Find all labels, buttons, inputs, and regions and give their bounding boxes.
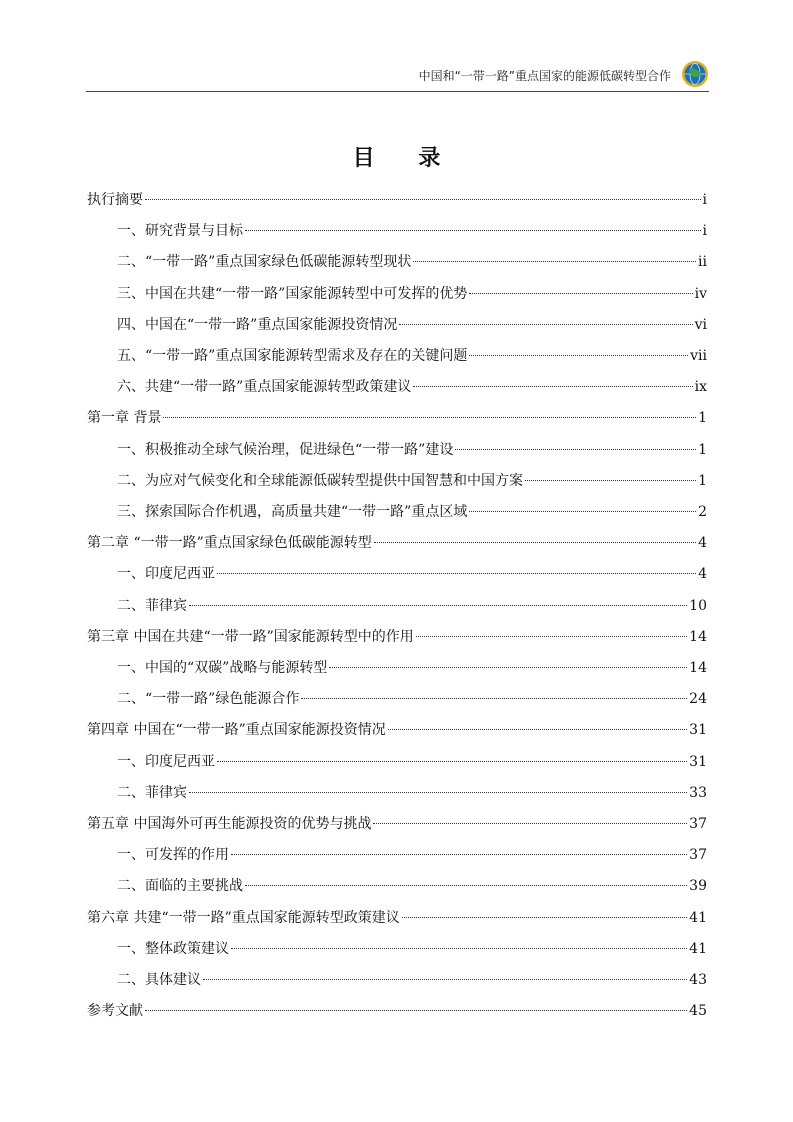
toc-entry[interactable] bbox=[87, 1000, 707, 1022]
toc-entry-title: 二、“一带一路”绿色能源合作 bbox=[117, 691, 300, 708]
toc-entry-title: 三、探索国际合作机遇，高质量共建“一带一路”重点区域 bbox=[117, 504, 468, 520]
toc-dot-leader bbox=[373, 823, 687, 824]
toc-dot-leader bbox=[189, 605, 687, 606]
toc-entry-title: 一、中国的“双碳”战略与能源转型 bbox=[117, 660, 328, 676]
toc-dot-leader bbox=[469, 293, 692, 294]
toc-entry[interactable] bbox=[117, 782, 707, 804]
toc-entry-page: 4 bbox=[698, 535, 707, 552]
toc-dot-leader bbox=[203, 979, 687, 980]
toc-dot-leader bbox=[231, 854, 687, 855]
toc-entry-page: 4 bbox=[698, 566, 707, 583]
toc-entry-page: 43 bbox=[689, 972, 707, 988]
toc-dot-leader bbox=[399, 324, 692, 325]
toc-entry[interactable] bbox=[87, 626, 707, 648]
toc-entry[interactable] bbox=[87, 532, 707, 554]
toc-entry-title: 一、整体政策建议 bbox=[117, 940, 229, 957]
toc-dot-leader bbox=[469, 355, 688, 356]
toc-entry[interactable] bbox=[117, 657, 707, 679]
toc-dot-leader bbox=[413, 386, 692, 387]
toc-entry[interactable] bbox=[87, 907, 707, 929]
toc-title: 目 录 bbox=[352, 146, 459, 171]
toc-entry-title: 二、为应对气候变化和全球能源低碳转型提供中国智慧和中国方案 bbox=[117, 472, 523, 489]
toc-entry[interactable] bbox=[117, 563, 707, 585]
toc-entry-page: 31 bbox=[689, 753, 707, 770]
toc-entry-page: 39 bbox=[689, 878, 707, 895]
header-title: 中国和“一带一路”重点国家的能源低碳转型合作 bbox=[418, 69, 671, 83]
toc-dot-leader bbox=[455, 449, 696, 450]
toc-entry[interactable] bbox=[117, 875, 707, 897]
toc-dot-leader bbox=[469, 511, 696, 512]
toc-dot-leader bbox=[402, 917, 687, 918]
toc-entry-page: 37 bbox=[689, 847, 707, 864]
toc-entry-title: 一、研究背景与目标 bbox=[117, 223, 243, 240]
toc-entry-page: 41 bbox=[689, 940, 707, 957]
toc-entry[interactable] bbox=[117, 595, 707, 617]
toc-dot-leader bbox=[217, 573, 696, 574]
toc-dot-leader bbox=[413, 261, 696, 262]
toc-entry-page: 14 bbox=[689, 628, 707, 645]
toc-entry-title: 一、积极推动全球气候治理，促进绿色“一带一路”建设 bbox=[117, 441, 454, 458]
toc-dot-leader bbox=[217, 761, 687, 762]
toc-entry[interactable] bbox=[87, 813, 707, 835]
toc-entry-page: 1 bbox=[698, 410, 707, 427]
toc-entry-title: 一、可发挥的作用 bbox=[117, 847, 229, 864]
toc-entry-title: 第二章 “一带一路”重点国家绿色低碳能源转型 bbox=[87, 535, 372, 552]
toc-entry[interactable] bbox=[117, 314, 707, 336]
toc-entry-title: 六、共建“一带一路”重点国家能源转型政策建议 bbox=[117, 379, 412, 396]
toc-entry-title: 四、中国在“一带一路”重点国家能源投资情况 bbox=[117, 316, 398, 333]
toc-entry-page: i bbox=[702, 192, 707, 208]
toc-entry-title: 第一章 背景 bbox=[87, 410, 162, 427]
toc-entry-title: 第五章 中国海外可再生能源投资的优势与挑战 bbox=[87, 816, 372, 832]
toc-entry[interactable] bbox=[117, 220, 707, 242]
toc-entry-title: 五、“一带一路”重点国家能源转型需求及存在的关键问题 bbox=[117, 348, 468, 364]
toc-entry-title: 参考文献 bbox=[87, 1003, 143, 1020]
toc-entry-title: 第六章 共建“一带一路”重点国家能源转型政策建议 bbox=[87, 909, 400, 926]
toc-entry[interactable] bbox=[87, 189, 707, 211]
toc-entry-title: 一、印度尼西亚 bbox=[117, 566, 215, 583]
toc-entry[interactable] bbox=[117, 470, 707, 492]
toc-entry-title: 二、面临的主要挑战 bbox=[117, 878, 243, 895]
toc-dot-leader bbox=[301, 698, 687, 699]
toc-entry[interactable] bbox=[117, 345, 707, 367]
toc-dot-leader bbox=[416, 636, 687, 637]
toc-dot-leader bbox=[374, 542, 696, 543]
toc-entry[interactable] bbox=[87, 719, 707, 741]
toc-entry-title: 执行摘要 bbox=[87, 192, 143, 208]
toc-entry-page: 45 bbox=[689, 1003, 707, 1020]
toc-entry[interactable] bbox=[117, 844, 707, 866]
toc-dot-leader bbox=[525, 480, 696, 481]
toc-entry-page: 1 bbox=[698, 472, 707, 489]
toc-dot-leader bbox=[245, 230, 701, 231]
toc-entry-page: 41 bbox=[689, 909, 707, 926]
toc-entry-page: ix bbox=[694, 379, 707, 396]
toc-entry[interactable] bbox=[117, 501, 707, 523]
toc-entry-title: 第四章 中国在“一带一路”重点国家能源投资情况 bbox=[87, 722, 386, 739]
toc-entry-page: 37 bbox=[689, 816, 707, 832]
toc-entry-page: 2 bbox=[698, 504, 707, 520]
toc-entry-title: 二、具体建议 bbox=[117, 972, 201, 988]
toc-entry-title: 二、“一带一路”重点国家绿色低碳能源转型现状 bbox=[117, 254, 412, 271]
toc-entry[interactable] bbox=[117, 376, 707, 398]
toc-entry-page: vi bbox=[694, 316, 707, 333]
toc-entry-title: 二、菲律宾 bbox=[117, 784, 187, 801]
toc-entry-page: iv bbox=[694, 285, 707, 302]
toc-dot-leader bbox=[189, 792, 687, 793]
toc-entry-title: 一、印度尼西亚 bbox=[117, 753, 215, 770]
toc-entry[interactable] bbox=[117, 283, 707, 305]
toc-entry-page: 33 bbox=[689, 784, 707, 801]
toc-dot-leader bbox=[163, 417, 696, 418]
toc-dot-leader bbox=[245, 885, 687, 886]
toc-dot-leader bbox=[145, 199, 701, 200]
toc-entry-title: 第三章 中国在共建“一带一路”国家能源转型中的作用 bbox=[87, 628, 414, 645]
toc-entry[interactable] bbox=[117, 969, 707, 991]
toc-entry[interactable] bbox=[87, 407, 707, 429]
toc-entry-title: 三、中国在共建“一带一路”国家能源转型中可发挥的优势 bbox=[117, 285, 468, 302]
toc-entry[interactable] bbox=[117, 688, 707, 710]
toc-entry-page: 1 bbox=[698, 441, 707, 458]
toc-entry-title: 二、菲律宾 bbox=[117, 597, 187, 614]
header-rule bbox=[86, 91, 709, 92]
toc-dot-leader bbox=[145, 1010, 687, 1011]
toc-entry[interactable] bbox=[117, 251, 707, 273]
toc-entry[interactable] bbox=[117, 439, 707, 461]
globe-emblem-icon bbox=[681, 60, 709, 88]
page-header bbox=[0, 58, 793, 92]
toc-entry-page: vii bbox=[690, 348, 707, 364]
toc-entry-page: i bbox=[702, 223, 707, 240]
toc-dot-leader bbox=[388, 729, 687, 730]
toc-entry[interactable] bbox=[117, 751, 707, 773]
toc-entry-page: ii bbox=[698, 254, 707, 271]
toc-entry-page: 24 bbox=[689, 691, 707, 708]
toc-entry[interactable] bbox=[117, 938, 707, 960]
toc-dot-leader bbox=[329, 667, 687, 668]
toc-entry-page: 31 bbox=[689, 722, 707, 739]
toc-dot-leader bbox=[231, 948, 687, 949]
toc-entry-page: 10 bbox=[689, 597, 707, 614]
toc-entry-page: 14 bbox=[689, 660, 707, 676]
